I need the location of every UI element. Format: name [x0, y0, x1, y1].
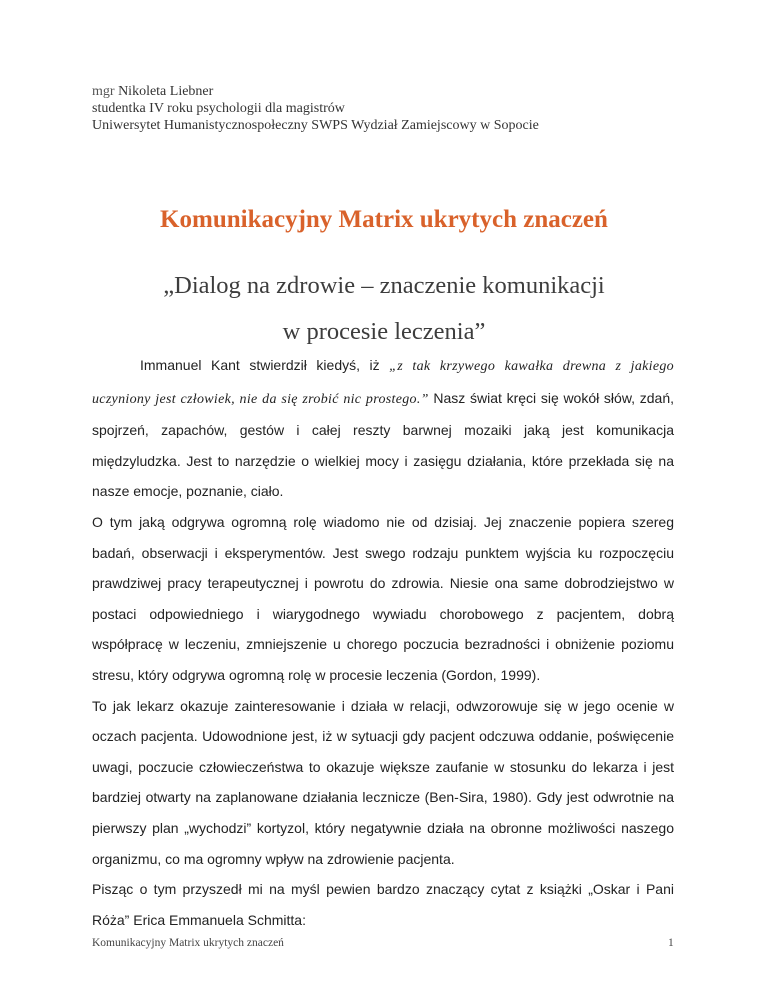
- author-name: Nikoleta Liebner: [118, 84, 214, 99]
- paragraph-1-rest: Nasz świat kręci się wokół słów, zdań, spojrzeń, zapachów, gestów i całej reszty barwnej mozaiki jaką jest komunikacja międzyludzka. Jest to narzędzie o wielkiej mocy i zasięgu działania, które przekłada się na nasze emocje, poznanie, ciało.: [92, 389, 675, 500]
- paragraph-2: O tym jaką odgrywa ogromną rolę wiadomo nie od dzisiaj. Jej znaczenie popiera szereg badań, obserwacji i eksperymentów. Jest swego rodzaju punktem wyjścia ku rozpoczęciu prawdziwej pracy terapeutycznej i powrotu do zdrowia. Niesie ona same dobrodziejstwo w postaci odpowiedniego i wiarygodnego wywiadu chorobowego z pacjentem, dobrą współpracę w leczeniu, zmniejszenie u chorego poczucia bezradności i obniżenie poziomu stresu, który odgrywa ogromną rolę w procesie leczenia (Gordon, 1999).: [92, 513, 674, 683]
- author-block: [92, 83, 539, 134]
- page-title: Komunikacyjny Matrix ukrytych znaczeń: [160, 206, 608, 233]
- author-line: [92, 83, 539, 100]
- subtitle-line-1: „Dialog na zdrowie – znaczenie komunikacji: [163, 272, 605, 299]
- kant-quote: „z tak krzywego kawałka drewna z jakiego uczyniony jest człowiek, nie da się zrobić nic prostego.”: [92, 359, 674, 407]
- subtitle-line-2: w procesie leczenia”: [282, 318, 486, 345]
- author-affiliation: Uniwersytet Humanistycznospołeczny SWPS Wydział Zamiejscowy w Sopocie: [92, 118, 539, 133]
- author-status: studentka IV roku psychologii dla magistrów: [92, 101, 345, 116]
- page-subtitle: [0, 263, 768, 355]
- article-body: [92, 350, 674, 935]
- page-number: 1: [668, 937, 674, 949]
- author-prefix: mgr: [92, 84, 115, 99]
- paragraph-4: Pisząc o tym przyszedł mi na myśl pewien bardzo znaczący cytat z książki „Oskar i Pani Róża” Erica Emmanuela Schmitta:: [92, 881, 674, 928]
- paragraph-1-intro: Immanuel Kant stwierdził kiedyś, iż: [140, 357, 390, 373]
- paragraph-3: To jak lekarz okazuje zainteresowanie i działa w relacji, odwzorowuje się w jego ocenie w oczach pacjenta. Udowodnione jest, iż w sytuacji gdy pacjent odczuwa oddanie, poświęcenie uwagi, poczucie człowieczeństwa to okazuje większe zaufanie w stosunku do lekarza i jest bardziej otwarty na zaplanowane działania lecznicze (Ben-Sira, 1980). Gdy jest odwrotnie na pierwszy plan „wychodzi” kortyzol, który negatywnie działa na obronne możliwości naszego organizmu, co ma ogromny wpływ na zdrowienie pacjenta.: [92, 697, 674, 867]
- footer-title: Komunikacyjny Matrix ukrytych znaczeń: [92, 937, 284, 949]
- paragraph-1: [92, 350, 674, 507]
